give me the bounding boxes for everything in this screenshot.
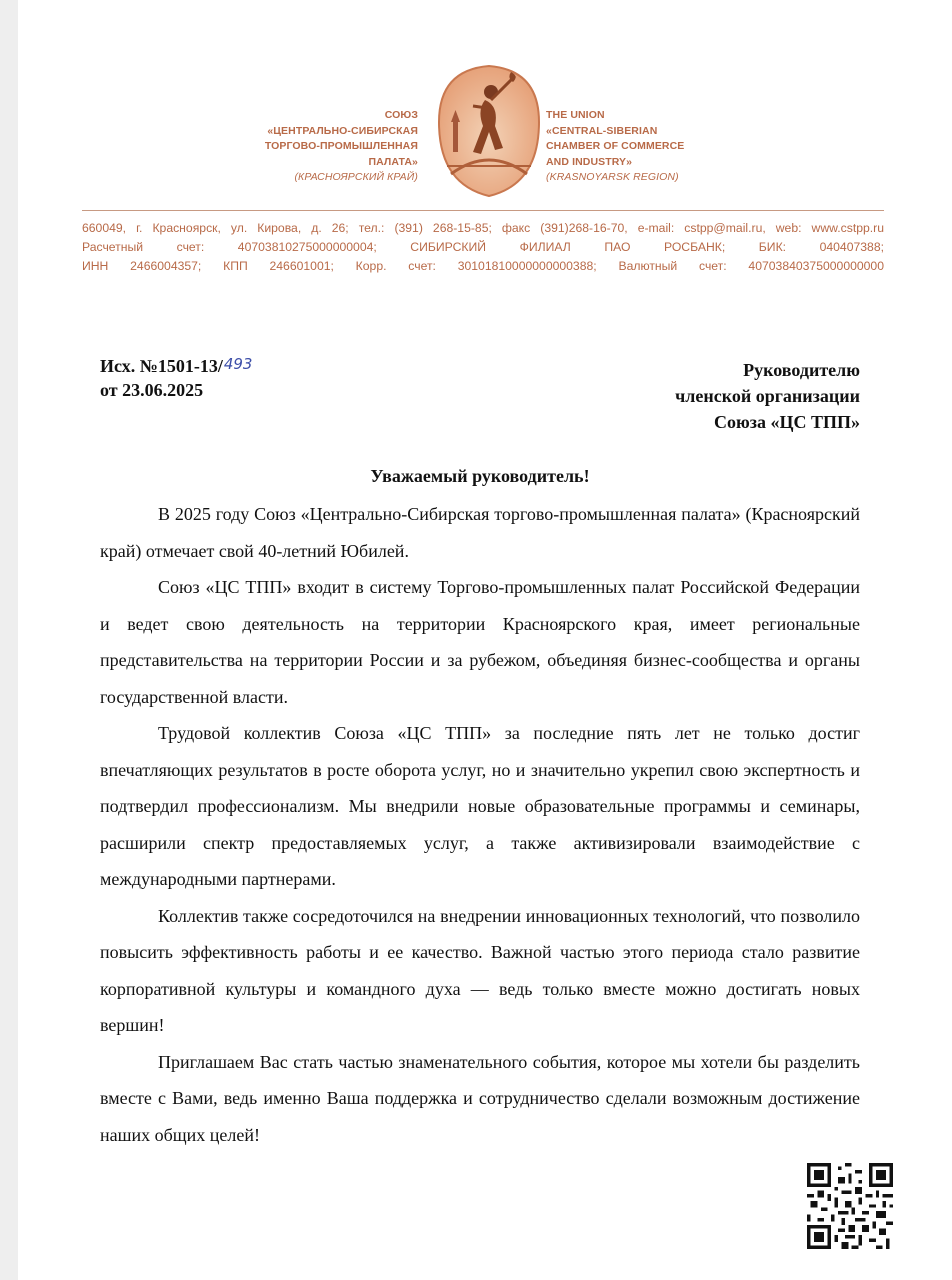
letterhead-line: THE UNION xyxy=(546,109,605,121)
addressee-line: Руководителю xyxy=(743,360,860,380)
paragraph: Союз «ЦС ТПП» входит в систему Торгово-промышленных палат Российской Федерации и ведет свою деятельность на территории Красноярского края, имеет региональные представительства на территории России и за рубежом, объединяя бизнес-сообщества и органы государственной власти. xyxy=(100,577,860,707)
letterhead-divider xyxy=(82,210,884,211)
letterhead-line: «CENTRAL-SIBERIAN xyxy=(546,124,658,137)
letterhead-line: ПАЛАТА» xyxy=(368,155,418,168)
letterhead-line: СОЮЗ xyxy=(384,109,418,121)
letterhead-line: AND INDUSTRY» xyxy=(546,155,633,168)
letterhead-line: (КРАСНОЯРСКИЙ КРАЙ) xyxy=(294,171,418,183)
contact-line: ИНН 2466004357; КПП 246601001; Корр. счет: 30101810000000000388; Валютный счет: 40703840375000000000 xyxy=(82,259,884,273)
paragraph: Трудовой коллектив Союза «ЦС ТПП» за последние пять лет не только достиг впечатляющих результатов в росте оборота услуг, но и значительно укрепил свою экспертность и подтвердил профессионализм. Мы внедрили новые образовательные программы и семинары, расширили спектр предоставляемых услуг, а также активизировали взаимодействие с международными партнерами. xyxy=(100,723,860,889)
mercury-emblem-logo xyxy=(433,62,545,200)
letterhead-line: ТОРГОВО-ПРОМЫШЛЕННАЯ xyxy=(264,140,418,152)
letterhead-line: CHAMBER OF COMMERCE xyxy=(546,140,685,152)
contact-line: Расчетный счет: 40703810275000000004; СИБИРСКИЙ ФИЛИАЛ ПАО РОСБАНК; БИК: 040407388; xyxy=(82,240,884,254)
paragraph: Коллектив также сосредоточился на внедрении инновационных технологий, что позволило повысить эффективность работы и ее качество. Важной частью этого периода стало развитие корпоративной культуры и командного духа — ведь только вместе можно достигать новых вершин! xyxy=(100,905,860,1035)
reference-number: Исх. №1501-13/ xyxy=(100,356,223,376)
addressee-block xyxy=(675,357,860,435)
addressee-line: Союза «ЦС ТПП» xyxy=(714,412,860,432)
letterhead-line: «ЦЕНТРАЛЬНО-СИБИРСКАЯ xyxy=(267,124,418,137)
letterhead-russian xyxy=(218,108,418,186)
letter-body xyxy=(100,496,860,1153)
qr-code xyxy=(807,1163,893,1249)
addressee-line: членской организации xyxy=(675,386,860,406)
salutation: Уважаемый руководитель! xyxy=(370,466,590,486)
letterhead-english xyxy=(546,108,736,186)
contact-line: 660049, г. Красноярск, ул. Кирова, д. 26; тел.: (391) 268-15-85; факс (391)268-16-70, e-mail: cstpp@mail.ru, web: www.cstpp.ru xyxy=(82,221,884,235)
reference-date: от 23.06.2025 xyxy=(100,380,204,400)
outgoing-reference xyxy=(100,352,252,402)
letterhead-line: (KRASNOYARSK REGION) xyxy=(546,171,679,183)
paragraph: В 2025 году Союз «Центрально-Сибирская торгово-промышленная палата» (Красноярский край) отмечает свой 40-летний Юбилей. xyxy=(100,504,860,561)
handwritten-number: 493 xyxy=(223,355,253,373)
paragraph: Приглашаем Вас стать частью знаменательного события, которое мы хотели бы разделить вместе с Вами, ведь именно Ваша поддержка и сотрудничество сделали возможным достижение наших общих целей! xyxy=(100,1051,860,1145)
contact-details xyxy=(82,219,884,276)
